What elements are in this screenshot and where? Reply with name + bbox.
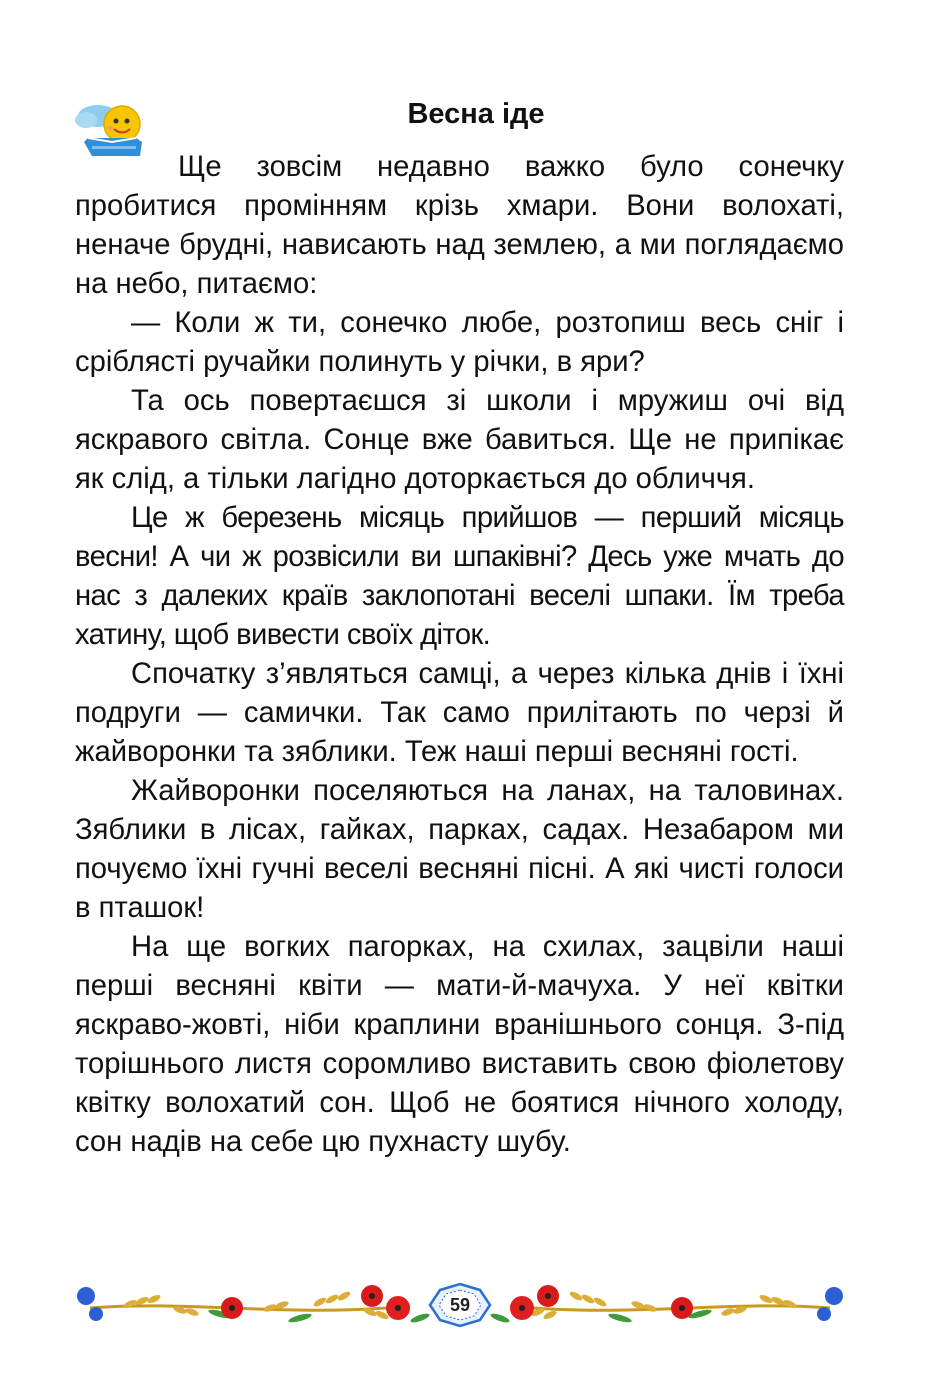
paragraph: Спочатку з’являться самці, а через кілька днів і їхні подруги — самички. Так само прилітають по черзі й жайворонки та зяблики. Теж наші перші весняні гості. — [75, 658, 844, 768]
paragraph: — Коли ж ти, сонечко любе, розтопиш весь сніг і сріблясті ручайки полинуть у річки, в яри? — [75, 307, 844, 378]
paragraph: Це ж березень місяць прийшов — перший місяць весни! А чи ж розвісили ви шпаківні? Десь уже мчать до нас з далеких країв заклопотані веселі шпаки. Їм треба хатину, щоб вивести своїх діток. — [75, 502, 844, 651]
paragraph: Та ось повертаєшся зі школи і мружиш очі від яскравого світла. Сонце вже бавиться. Ще не припікає як слід, а тільки лагідно доторкається до обличчя. — [75, 385, 844, 495]
paragraph: Жайворонки поселяються на ланах, на таловинах. Зяблики в лісах, гайках, парках, садах. Незабаром ми почуємо їхні гучні веселі весняні пісні. А які чисті голоси в пташок! — [75, 775, 844, 924]
story-text — [75, 148, 844, 1162]
page-number: 59 — [449, 1295, 471, 1315]
footer-ornament — [70, 1278, 850, 1332]
page-title: Весна іде — [407, 98, 545, 130]
paragraph: На ще вогких пагорках, на схилах, зацвіли наші перші весняні квіти — мати-й-мачуха. У неї квітки яскраво-жовті, ніби краплини вранішнього сонця. З-під торішнього листя соромливо виставить свою фіолетову квітку волохатий сон. Щоб не боятися нічного холоду, сон надів на себе цю пухнасту шубу. — [75, 931, 844, 1158]
page-number-badge — [430, 1284, 490, 1326]
paragraph: Ще зовсім недавно важко було сонечку пробитися промінням крізь хмари. Вони волохаті, неначе брудні, нависають над землею, а ми поглядаємо на небо, питаємо: — [75, 151, 844, 300]
